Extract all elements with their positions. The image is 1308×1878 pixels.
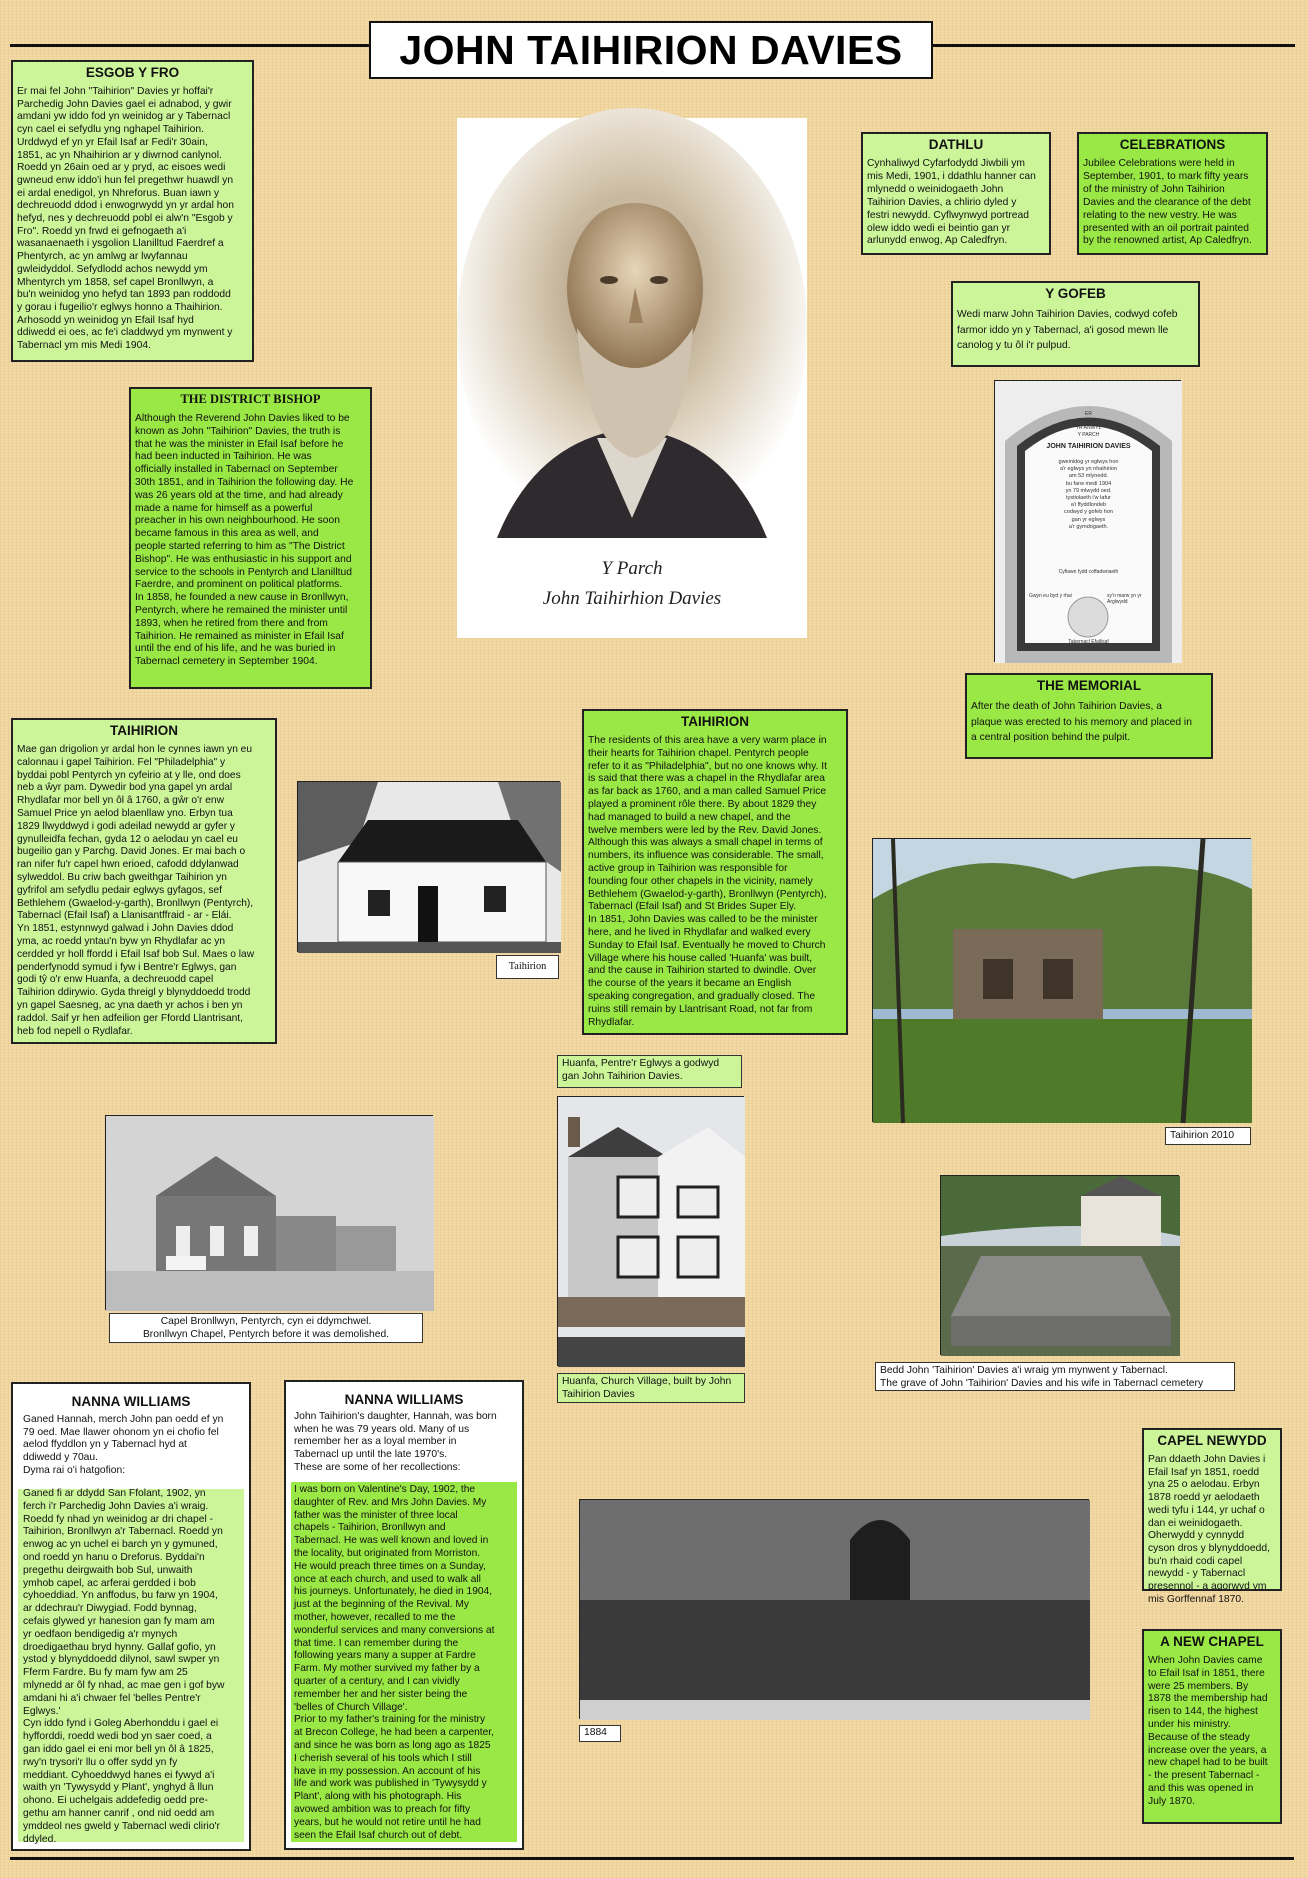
plaque-anwyl: YR ANWYL <box>1075 425 1102 431</box>
bronllwyn-chapel-image <box>106 1116 434 1311</box>
dathlu-text: Cynhaliwyd Cyfarfodydd Jiwbili ym mis Medi, 1901, i ddathlu hanner can mlynedd o weinidogaeth John Taihirion Davies, a chlirio dyled y festri newydd. Cyflwynwyd portread olew iddo wedi ei beintio gan yr arlunydd enwog, Ap Caledfryn. <box>867 158 1036 247</box>
group-1884-caption: 1884 <box>579 1725 621 1742</box>
group-1884-photo <box>579 1499 1089 1719</box>
nanna-welsh-heading: NANNA WILLIAMS <box>71 1394 191 1409</box>
plaque-text: gweinidog yr eglwys hon a'r eglwys yn nhaihirion am 53 mlynedd. bu farw medi 1904 yn 79 mlwydd oed. tystiolaeth i'w lafur a'i ffyddlondeb codwyd y gofeb hon gan yr eglwys a'r gymdogaeth. <box>1058 459 1119 530</box>
bronllwyn-caption: Capel Bronllwyn, Pentyrch, cyn ei ddymchwel. Bronllwyn Chapel, Pentyrch before it was demolished. <box>109 1313 423 1343</box>
esgob-y-fro-heading: ESGOB Y FRO <box>85 65 180 80</box>
taihirion-english-panel <box>582 709 848 1035</box>
plaque-name: JOHN TAIHIRION DAVIES <box>1046 443 1131 450</box>
memorial-plaque-photo <box>994 380 1181 662</box>
plaque-er: ER <box>1085 411 1092 417</box>
taihirion-welsh-heading: TAIHIRION <box>110 723 178 738</box>
district-bishop-panel <box>129 387 372 689</box>
taihirion-ruin-caption: Taihirion 2010 <box>1165 1127 1251 1145</box>
district-bishop-heading: THE DISTRICT BISHOP <box>180 392 321 406</box>
bronllwyn-chapel-photo <box>105 1115 433 1310</box>
memorial-text: After the death of John Taihirion Davies, a plaque was erected to his memory and placed in a central position behind the pulpit. <box>971 701 1192 743</box>
dathlu-heading: DATHLU <box>928 137 984 152</box>
taihirion-english-text: The residents of this area have a very warm place in their hearts for Taihirion chapel. Pentyrch people refer to it as "Philadelphia", but no one knows why. It is said that there was a chapel in the Rhydlafar area as far back as 1760, and a man called Samuel Price played a prominent rôle there. By about 1829 they had managed to build a new chapel, and the twelve members were led by the Rev. David Jones. Although this was always a small chapel in terms of numbers, its influence was considerable. The small, active group in Taihirion was responsible for founding four other chapels in the vicinity, namely Bethlehem (Gwaelod-y-garth), Bronllwyn (Pentyrch), Tabernacl (Efail Isaf) and St Brides Super Ely. In 1851, John Davies was called to be the minister here, and he lived in Rhydlafar and walked every Sunday to Efail Isaf. Eventually he moved to Church Village where his house called 'Huanfa' was built, and the cause in Taihirion started to dwindle. Over the course of the years it became an English speaking congregation, and gradually closed. The ruins still remain by Llantrisant Road, not far from Rhydlafar. <box>588 735 827 1028</box>
page-title: JOHN TAIHIRION DAVIES <box>369 21 933 79</box>
y-gofeb-heading: Y GOFEB <box>1045 286 1106 301</box>
portrait-caption-line2: John Taihirhion Davies <box>542 588 722 609</box>
new-chapel-heading: A NEW CHAPEL <box>1160 1634 1264 1649</box>
memorial-panel <box>965 673 1213 759</box>
y-gofeb-panel <box>951 281 1200 367</box>
grave-photo <box>940 1175 1179 1355</box>
taihirion-chapel-image <box>298 782 561 953</box>
capel-newydd-panel <box>1142 1428 1282 1605</box>
esgob-y-fro-panel <box>11 60 254 362</box>
taihirion-english-heading: TAIHIRION <box>681 714 749 729</box>
plaque-left-inscription: Gwyn eu byd y rhai <box>1029 593 1072 599</box>
plaque-parch: Y PARCH <box>1077 432 1100 438</box>
dathlu-panel <box>861 132 1051 255</box>
y-gofeb-text: Wedi marw John Taihirion Davies, codwyd cofeb farmor iddo yn y Tabernacl, a'i gosod mewn lle canolog y tu ôl i'r pulpud. <box>957 309 1178 351</box>
memorial-heading: THE MEMORIAL <box>1036 678 1142 693</box>
celebrations-text: Jubilee Celebrations were held in September, 1901, to mark fifty years of the ministry of John Taihirion Davies and the clearance of the debt relating to the new vestry. He was presented with an oil portrait painted by the renowned artist, Ap Caledfryn. <box>1083 158 1252 247</box>
bottom-rule <box>10 1857 1294 1860</box>
taihirion-welsh-panel <box>11 718 277 1044</box>
top-rule-left <box>10 44 369 47</box>
portrait-photo <box>457 118 807 638</box>
huanfa-house-image <box>558 1097 745 1367</box>
huanfa-house-photo <box>557 1096 744 1366</box>
nanna-welsh-panel <box>11 1382 251 1851</box>
grave-image <box>941 1176 1180 1356</box>
portrait-caption-line1: Y Parch <box>601 558 663 579</box>
taihirion-welsh-text: Mae gan drigolion yr ardal hon le cynnes iawn yn eu calonnau i gapel Taihirion. Fel "Philadelphia" y byddai pobl Pentyrch yn cyfeirio at y lle, ond does neb a ŵyr pam. Dywedir bod yna gapel yn ardal Rhydlafar mor bell yn ôl â 1760, a gŵr o'r enw Samuel Price yn aelod blaenllaw yno. Erbyn tua 1829 llwyddwyd i godi adeilad newydd ar gyfer y gynulleidfa fechan, gyda 12 o aelodau yn cael eu bugeilio gan y Parchg. David Jones. Er mai bach o ran nifer fu'r capel hwn erioed, cafodd ddylanwad sylweddol. Bu criw bach gweithgar Taihirion yn gyfrifol am sefydlu pedair eglwys gyfagos, sef Bethlehem (Gwaelod-y-garth), Bronllwyn (Pentyrch), Tabernacl (Efail Isaf) a Llanisantffraid - ar - Elái. Yn 1851, estynnwyd galwad i John Davies ddod yma, ac roedd yntau'n byw yn Rhydlafar ac yn cerdded yr holl ffordd i Efail Isaf bob Sul. Maes o law penderfynodd symud i fyw i Bentre'r Eglwys, gan godi tŷ o'r enw Huanfa, a dechreuodd capel Taihirion ddirywio. Gyda threigl y blynyddoedd trodd yn gapel Saesneg, ac yna daeth yr achos i ben yn raddol. Saif yr hen adfeilion ger Ffordd Llantrisant, heb fod nepell o Rydlafar. <box>17 744 255 1037</box>
plaque-bottom-inscription: Tabernacl Efailisaf <box>1068 639 1109 645</box>
capel-newydd-heading: CAPEL NEWYDD <box>1157 1433 1267 1448</box>
district-bishop-text: Although the Reverend John Davies liked to be known as John "Taihirion" Davies, the truth is that he was the minister in Efail Isaf before he had been inducted in Taihirion. He was officially installed in Tabernacl on September 30th 1851, and in Taihirion the following day. He was 26 years old at the time, and had already made a name for himself as a powerful preacher in his own neighbourhood. He soon became famous in this area as well, and people started referring to him as "The District Bishop". He was enthusiastic in his support and service to the schools in Pentyrch and Llanilltud Faerdre, and prominent on political platforms. In 1858, he founded a new cause in Bronllwyn, Pentyrch, where he remained the minister until 1893, when he retired from there and from Taihirion. He remained as minister in Efail Isaf until the end of his life, and he was buried in Tabernacl cemetery in September 1904. <box>135 413 354 668</box>
plaque-cof: COF AM Y <box>1076 418 1101 424</box>
plaque-footer: Cyfiawn fydd coffadwriaeth <box>1058 569 1119 575</box>
celebrations-panel <box>1077 132 1268 255</box>
top-rule-right <box>933 44 1295 47</box>
taihirion-chapel-photo <box>297 781 560 952</box>
plaque-right-inscription: sy'n marw yn yr Arglwydd <box>1107 593 1142 605</box>
new-chapel-panel <box>1142 1629 1282 1824</box>
huanfa-welsh-caption: Huanfa, Pentre'r Eglwys a godwyd gan John Taihirion Davies. <box>557 1055 742 1088</box>
nanna-english-text: I was born on Valentine's Day, 1902, the daughter of Rev. and Mrs John Davies. My father was the minister of three local chapels - Taihirion, Bronllwyn and Tabernacl. He was well known and loved in the locality, but originated from Morriston. He would preach three times on a Sunday, once at each church, and used to walk all his journeys. Unfortunately, he died in 1904, just at the beginning of the Revival. My mother, however, recalled to me the wonderful services and many conversions at that time. I can remember during the following years many a supper at Fardre Farm. My mother survived my father by a quarter of a century, and I can vividly remember her and her sister being the 'belles of Church Village'. Prior to my father's training for the ministry at Brecon College, he had been a carpenter, and since he was born as long ago as 1825 I cherish several of his tools which I still have in my possession. An account of his life and work was published in 'Tywysydd y Plant', along with his photograph. His avowed ambition was to preach for fifty years, but he would not retire until he had seen the Efail Isaf church out of debt. <box>294 1484 495 1841</box>
capel-newydd-text: Pan ddaeth John Davies i Efail Isaf yn 1851, roedd yna 25 o aelodau. Erbyn 1878 roedd yr aelodaeth wedi tyfu i 144, yr uchaf o dan ei weinidogaeth. Oherwydd y cynnydd cyson dros y blynyddoedd, bu'n rhaid codi capel newydd - y Tabernacl presennol - a agorwyd ym mis Gorffennaf 1870. <box>1148 1454 1270 1605</box>
huanfa-english-caption: Huanfa, Church Village, built by John Taihirion Davies <box>557 1373 745 1403</box>
grave-caption: Bedd John 'Taihirion' Davies a'i wraig ym mynwent y Tabernacl. The grave of John 'Taihirion' Davies and his wife in Tabernacl cemetery <box>875 1362 1235 1391</box>
nanna-english-intro: John Taihirion's daughter, Hannah, was born when he was 79 years old. Many of us remember her as a loyal member in Tabernacl up until the late 1970's. These are some of her recollections: <box>294 1411 497 1473</box>
taihirion-ruin-image <box>873 839 1252 1123</box>
taihirion-ruin-photo <box>872 838 1251 1122</box>
nanna-welsh-intro: Ganed Hannah, merch John pan oedd ef yn 79 oed. Mae llawer ohonom yn ei chofio fel aelod ffyddlon yn y Tabernacl hyd at ddiwedd y 70au. Dyma rai o'i hatgofion: <box>23 1414 224 1476</box>
celebrations-heading: CELEBRATIONS <box>1119 137 1226 152</box>
nanna-english-heading: NANNA WILLIAMS <box>344 1392 464 1407</box>
taihirion-photo-caption: Taihirion <box>496 955 559 979</box>
nanna-welsh-text: Ganed fi ar ddydd San Ffolant, 1902, yn ferch i'r Parchedig John Davies a'i wraig. Roedd fy nhad yn weinidog ar dri chapel - Taihirion, Bronllwyn a'r Tabernacl. Roedd yn enwog ac yn uchel ei barch yn y gymuned, ond roedd yn hanu o Dreforus. Byddai'n pregethu deirgwaith bob Sul, unwaith ymhob capel, ac arferai gerdded i bob cyhoeddiad. Yn anffodus, bu farw yn 1904, ar ddechrau'r Diwygiad. Fodd bynnag, cefais glywed yr hanesion gan fy mam am yr oedfaon bendigedig a'r mynych droedigaethau bryd hynny. Gallaf gofio, yn ystod y blynyddoedd dilynol, sawl swper yn Fferm Fardre. Bu fy mam fyw am 25 mlynedd ar ôl fy nhad, ac mae gen i gof byw amdani hi a'i chwaer fel 'belles Pentre'r Eglwys.' Cyn iddo fynd i Goleg Aberhonddu i gael ei hyfforddi, roedd wedi bod yn saer coed, a gan iddo gael ei eni mor bell yn ôl â 1825, rwy'n trysori'r llu o offer sydd yn fy meddiant. Cyhoeddwyd hanes ei fywyd a'i waith yn 'Tywysydd y Plant', ynghyd â llun ohono. Ei uchelgais addefedig oedd pre- gethu am hanner canrif , ond nid oedd am ymddeol nes gweld y Tabernacl wedi clirio'r ddyled. <box>23 1488 225 1845</box>
new-chapel-text: When John Davies came to Efail Isaf in 1851, there were 25 members. By 1878 the membership had risen to 144, the highest under his ministry. Because of the steady increase over the years, a new chapel had to be built - the present Tabernacl - and this was opened in July 1870. <box>1148 1655 1268 1807</box>
nanna-english-panel <box>284 1380 524 1850</box>
group-1884-image <box>580 1500 1090 1720</box>
esgob-y-fro-text: Er mai fel John "Taihirion" Davies yr hoffai'r Parchedig John Davies gael ei adnabod, y gwir amdani yw iddo fod yn weinidog ar y Tabernacl cyn cael ei sefydlu yng nghapel Taihirion. Urddwyd ef yn yr Efail Isaf ar Fedi'r 30ain, 1851, ac yn Nhaihirion ar y diwrnod canlynol. Roedd yn 26ain oed ar y pryd, ac eisoes wedi gwneud enw iddo'i hun fel pregethwr huawdl yn ei ardal enedigol, yn Nhreforus. Buan iawn y dechreuodd ddod i enwogrwydd yn yr ardal hon hefyd, nes y dechreuodd pobl ei alw'n "Esgob y Fro". Roedd yn frwd ei gefnogaeth a'i wasanaenaeth i ysgolion Llanilltud Faerdref a Phentyrch, ac yn amlwg ar lwyfannau gwleidyddol. Sefydlodd achos newydd ym Mhentyrch ym 1858, sef capel Bronllwyn, a bu'n weinidog yno hefyd tan 1893 pan roddodd y gorau i fugeilio'r eglwys honno a Thaihirion. Arhosodd yn weinidog yn Efail Isaf hyd ddiwedd ei oes, ac fe'i claddwyd ym mynwent y Tabernacl ym mis Medi 1904. <box>17 86 234 352</box>
